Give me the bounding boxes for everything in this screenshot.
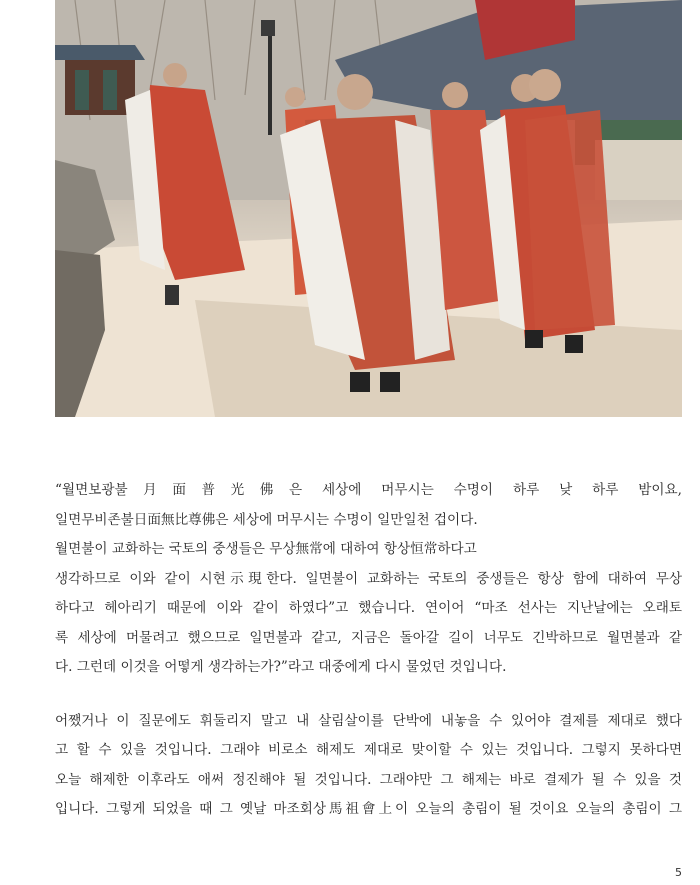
text-line: 록 세상에 머물려고 했으므로 일면불과 같고, 지금은 돌아갈 길이 너무도 긴박하므로 월면불과 같 (55, 629, 682, 646)
page-number: 5 (675, 866, 682, 879)
text-line: 다. 그런데 이것을 어떻게 생각하는가?”라고 대중에게 다시 물었던 것입니다. (55, 659, 507, 675)
text-line: 월면불이 교화하는 국토의 중생들은 무상無常에 대하여 항상恒常하다고 (55, 541, 477, 557)
text-line: 고 할 수 있을 것입니다. 그래야 비로소 해제도 제대로 맞이할 수 있는 것입니다. 그렇지 못하다면 (55, 742, 682, 758)
text-line: 생각하므로 이와 같이 시현示現한다. 일면불이 교화하는 국토의 중생들은 항상 함에 대하여 무상 (55, 570, 682, 587)
paragraph-2 (55, 707, 682, 825)
text-line: “월면보광불月面普光佛은 세상에 머무시는 수명이 하루 낮 하루 밤이요, (55, 482, 682, 498)
text-line: 오늘 해제한 이후라도 애써 정진해야 될 것입니다. 그래야만 그 해제는 바로 결제가 될 수 있을 것 (55, 771, 682, 788)
text-line: 어쨌거나 이 질문에도 휘둘리지 말고 내 살림살이를 단박에 내놓을 수 있어야 결제를 제대로 했다 (55, 712, 682, 729)
text-line: 일면무비존불日面無比尊佛은 세상에 머무시는 수명이 일만일천 겁이다. (55, 511, 478, 528)
monks-walking-photo (55, 0, 682, 417)
paragraph-1 (55, 476, 682, 683)
article-body (55, 476, 682, 825)
text-line: 하다고 헤아리기 때문에 이와 같이 하였다”고 했습니다. 연이어 “마조 선사는 지난날에는 오래토 (55, 600, 682, 616)
text-line: 입니다. 그렇게 되었을 때 그 옛날 마조회상馬祖會上이 오늘의 총림이 될 것이요 오늘의 총림이 그 (55, 801, 682, 817)
